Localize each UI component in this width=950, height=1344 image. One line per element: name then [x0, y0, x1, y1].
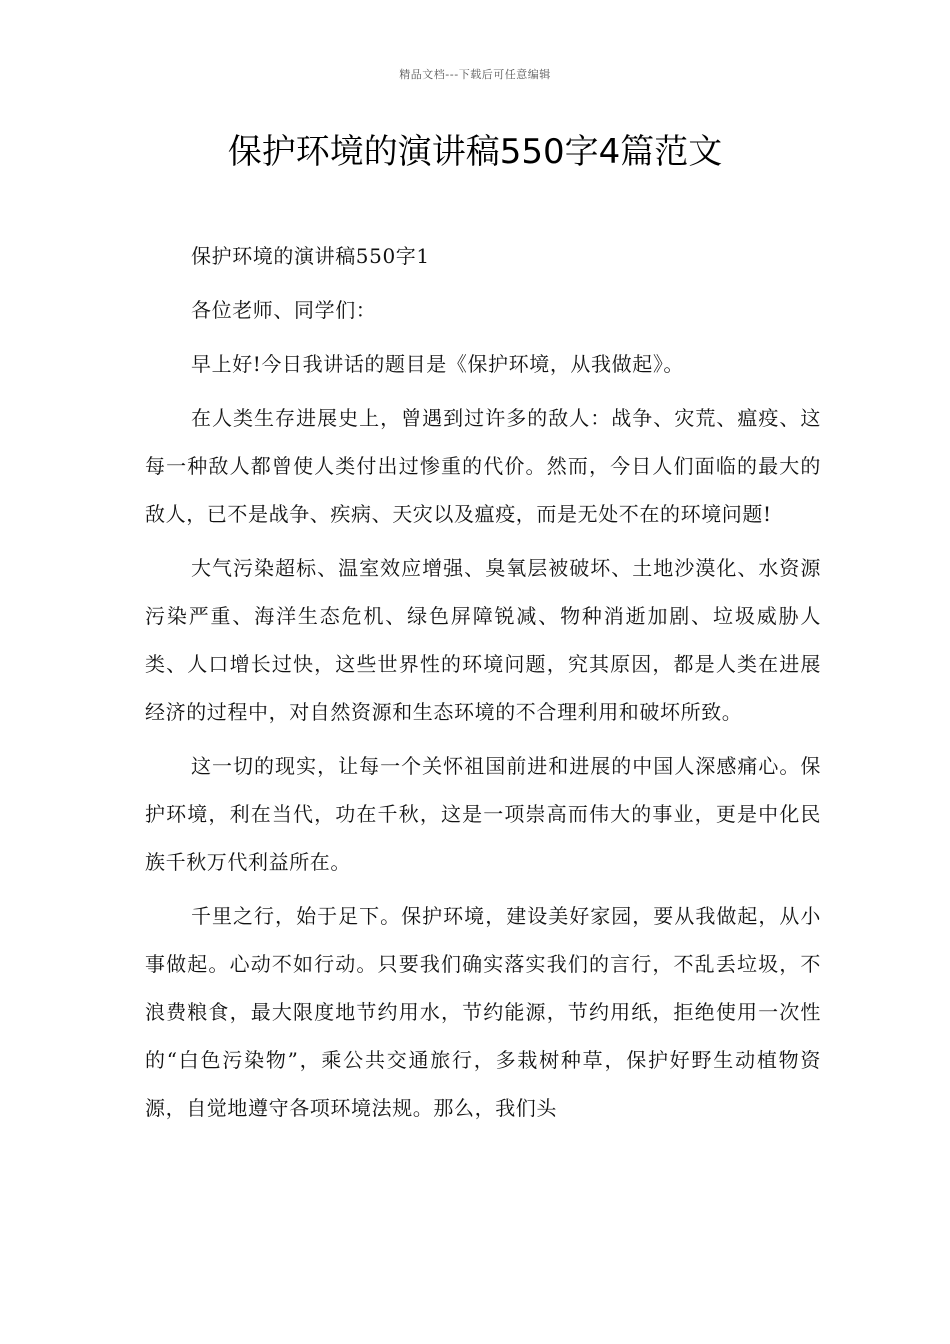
- paragraph: 这一切的现实，让每一个关怀祖国前进和进展的中国人深感痛心。保护环境，利在当代，功在千秋，这是一项崇高而伟大的事业，更是中化民族千秋万代利益所在。: [145, 754, 821, 874]
- paragraph: 大气污染超标、温室效应增强、臭氧层被破坏、土地沙漠化、水资源污染严重、海洋生态危机、绿色屏障锐减、物种消逝加剧、垃圾威胁人类、人口增长过快，这些世界性的环境问题，究其原因，都是人类在进展经济的过程中，对自然资源和生态环境的不合理利用和破坏所致。: [145, 556, 821, 724]
- document-title: 保护环境的演讲稿550字4篇范文: [227, 132, 723, 172]
- paragraph-greeting: 各位老师、同学们：: [191, 298, 377, 322]
- paragraph-subtitle: 保护环境的演讲稿550字1: [191, 244, 430, 268]
- header-note: 精品文档---下载后可任意编辑: [399, 68, 551, 81]
- paragraph: 千里之行，始于足下。保护环境，建设美好家园，要从我做起，从小事做起。心动不如行动。只要我们确实落实我们的言行，不乱丢垃圾，不浪费粮食，最大限度地节约用水，节约能源，节约用纸，拒绝使用一次性的“白色污染物”，乘公共交通旅行，多栽树种草，保护好野生动植物资源，自觉地遵守各项环境法规。那么，我们头: [145, 904, 821, 1120]
- paragraph: 在人类生存进展史上，曾遇到过许多的敌人：战争、灾荒、瘟疫、这每一种敌人都曾使人类付出过惨重的代价。然而，今日人们面临的最大的敌人，已不是战争、疾病、天灾以及瘟疫，而是无处不在的环境问题!: [145, 406, 821, 526]
- paragraph-opening: 早上好!今日我讲话的题目是《保护环境，从我做起》。: [191, 352, 685, 376]
- document-body: [145, 232, 821, 1138]
